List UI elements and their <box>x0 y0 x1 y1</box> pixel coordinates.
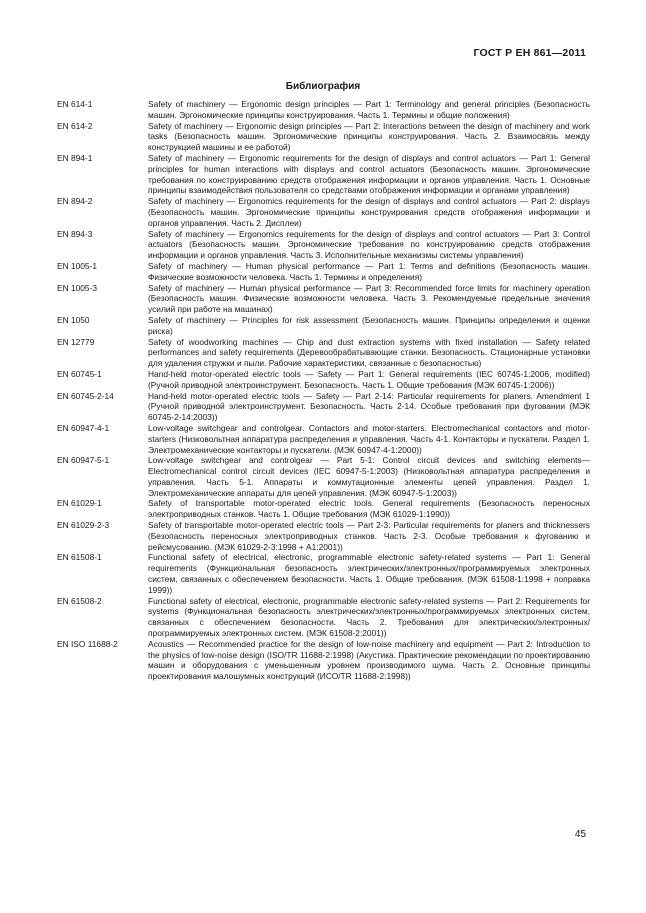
entry-text: Safety of machinery — Human physical performance — Part 1: Terms and definitions (Безопасность машин. Физические возможности человека. Часть 1. Термины и определения) <box>148 260 590 282</box>
entry-code: EN 60947-5-1 <box>57 455 110 466</box>
entry-code: EN 894-3 <box>57 228 93 239</box>
entry-code: EN 60745-2-14 <box>57 390 114 401</box>
bibliography-entry <box>57 153 590 196</box>
entry-code: EN 61508-2 <box>57 595 102 606</box>
bibliography-entry <box>57 196 590 228</box>
entry-code: EN 1050 <box>57 314 90 325</box>
entry-code: EN 61508-1 <box>57 552 102 563</box>
entry-text: Functional safety of electrical, electronic, programmable electronic safety-related systems — Part 1: General requirements (Функциональная безопасность электрических/электронных/программируемых электронных систем, связанных с обеспечением безопасности. Часть 1. Общие требования. (МЭК 61508-1:1998 + поправка 1999)) <box>148 552 590 595</box>
bibliography-entry <box>57 520 590 552</box>
entry-code: EN 60947-4-1 <box>57 422 110 433</box>
bibliography-entry <box>57 498 590 520</box>
entry-text: Safety of transportable motor-operated electric tools. General requirements (Безопасность переносных электроприводных станков. Часть 1. Общие требования (МЭК 61029-1:1990)) <box>148 498 590 520</box>
entry-text: Low-voltage switchgear and controlgear — Part 5-1: Control circuit devices and switching elements— Electromechanical control circuit devices (IEC 60947-5-1:2003) (Низковольтная аппаратура распределения и управления. Часть 5-1. Аппараты и коммутационные элементы цепей управления. Раздел 1. Электромеханические аппараты для цепей управления. (МЭК 60947-5-1:2003)) <box>148 455 590 498</box>
entry-code: EN 894-1 <box>57 152 93 163</box>
bibliography-entry <box>57 552 590 595</box>
entry-text: Safety of machinery — Ergonomics requirements for the design of displays and control actuators — Part 3: Control actuators (Безопасность машин. Эргономические требования по конструированию средств отображения информации и органов управления. Часть 3. Исполнительные механизмы системы управления) <box>148 228 590 261</box>
entry-code: EN 1005-1 <box>57 260 98 271</box>
entry-code: EN 12779 <box>57 336 95 347</box>
bibliography-entry <box>57 337 590 369</box>
entry-text: Safety of machinery — Principles for risk assessment (Безопасность машин. Принципы определения и оценки риска) <box>148 314 590 336</box>
entry-text: Functional safety of electrical, electronic, programmable electronic safety-related systems — Part 2: Requirements for systems (Функциональная безопасность электрических/электронных/программируемых электронных систем, связанных с обеспечением безопасности. Часть 2. Требования для электрических/электронных/программируемых электронных систем. (МЭК 61508-2:2001)) <box>148 595 590 639</box>
entry-text: Safety of machinery — Ergonomic requirements for the design of displays and control actuators — Part 1: General principles for human interactions with displays and control actuators (Безопасность машин. Эргономические требования по конструированию средств отображения информации и органов управления. Часть 1. Основные принципы взаимодействия пользователя со средствами отображения информации и органами управления) <box>148 152 590 196</box>
bibliography-entry <box>57 121 590 153</box>
bibliography-entry <box>57 596 590 639</box>
bibliography-entry <box>57 229 590 261</box>
entry-text: Hand-held motor-operated electric tools — Safety — Part 2-14: Particular requirements for planers. Amendment 1 (Ручной приводной электроинструмент. Безопасность. Часть 2-14. Особые требования при фуговании (МЭК 60745-2-14:2003)) <box>148 390 590 423</box>
entry-code: EN ISO 11688-2 <box>57 638 118 649</box>
bibliography-list <box>57 99 590 682</box>
bibliography-entry <box>57 99 590 121</box>
bibliography-entry <box>57 315 590 337</box>
entry-text: Safety of transportable motor-operated electric tools — Part 2-3: Particular requirements for planers and thicknessers (Безопасность переносных электроприводных станков. Часть 2-3. Особые требования к фугованию и рейсмусованию. (МЭК 61029-2-3:1998 + A1:2001)) <box>148 520 590 552</box>
entry-code: EN 1005-3 <box>57 282 98 293</box>
bibliography-entry <box>57 369 590 391</box>
bibliography-entry <box>57 423 590 455</box>
entry-code: EN 61029-1 <box>57 498 102 509</box>
entry-text: Safety of machinery — Human physical performance — Part 3: Recommended force limits for machinery operation (Безопасность машин. Физические возможности человека. Часть 3. Рекомендуемые предельные значения усилий при работе на машинах) <box>148 282 590 315</box>
entry-text: Safety of machinery — Ergonomic design principles — Part 1: Terminology and general principles (Безопасность машин. Эргономические принципы конструирования. Часть 1. Термины и общие положения) <box>148 99 590 120</box>
entry-text: Acoustics — Recommended practice for the design of low-noise machinery and equipment — Part 2: Introduction to the physics of low-noise design (ISO/TR 11688-2:1998) (Акустика. Практические рекомендации по проектированию машин и оборудования с уменьшенным уровнем производимого шума. Часть 2. Основные принципы проектирования малошумных конструкций (ИСО/TR 11688-2:1998)) <box>148 638 590 682</box>
entry-code: EN 61029-2-3 <box>57 520 110 531</box>
entry-text: Hand-held motor-operated electric tools — Safety — Part 1: General requirements (IEC 60745-1:2006, modified) (Ручной приводной электроинструмент. Безопасность. Часть 1. Общие требования (МЭК 60745-1:2006)) <box>148 368 590 390</box>
entry-code: EN 894-2 <box>57 196 93 207</box>
entry-code: EN 614-1 <box>57 99 93 109</box>
bibliography-entry <box>57 283 590 315</box>
bibliography-entry <box>57 261 590 283</box>
entry-text: Low-voltage switchgear and controlgear. Contactors and motor-starters. Electromechanical contactors and motor-starters (Низковольтная аппаратура распределения и управления. Часть 4-1. Контакторы и пускатели. Раздел 1. Электромеханические контакторы и пускатели. (МЭК 60947-4-1:2000)) <box>148 422 590 455</box>
standard-designation: ГОСТ Р ЕН 861—2011 <box>473 47 586 59</box>
entry-text: Safety of machinery — Ergonomic design principles — Part 2: Interactions between the design of machinery and work tasks (Безопасность машин. Эргономические принципы конструирования. Часть 2. Взаимосвязь между конструкцией машины и ее работой) <box>148 120 590 153</box>
bibliography-entry <box>57 455 590 498</box>
bibliography-entry <box>57 639 590 682</box>
page-number: 45 <box>574 829 586 840</box>
entry-code: EN 60745-1 <box>57 368 102 379</box>
entry-text: Safety of woodworking machines — Chip and dust extraction systems with fixed installation — Safety related performances and safety requirements (Деревообрабатывающие станки. Безопасность. Стационарные установки для удаления стружки и пыли. Рабочие характеристики, связанные с безопасностью) <box>148 336 590 369</box>
entry-code: EN 614-2 <box>57 120 93 131</box>
page-title: Библиография <box>285 81 361 92</box>
bibliography-entry <box>57 391 590 423</box>
entry-text: Safety of machinery — Ergonomics requirements for the design of displays and control actuators — Part 2: displays (Безопасность машин. Эргономические принципы конструирования средств отображения информации и органов управления. Часть 2. Дисплеи) <box>148 196 590 228</box>
